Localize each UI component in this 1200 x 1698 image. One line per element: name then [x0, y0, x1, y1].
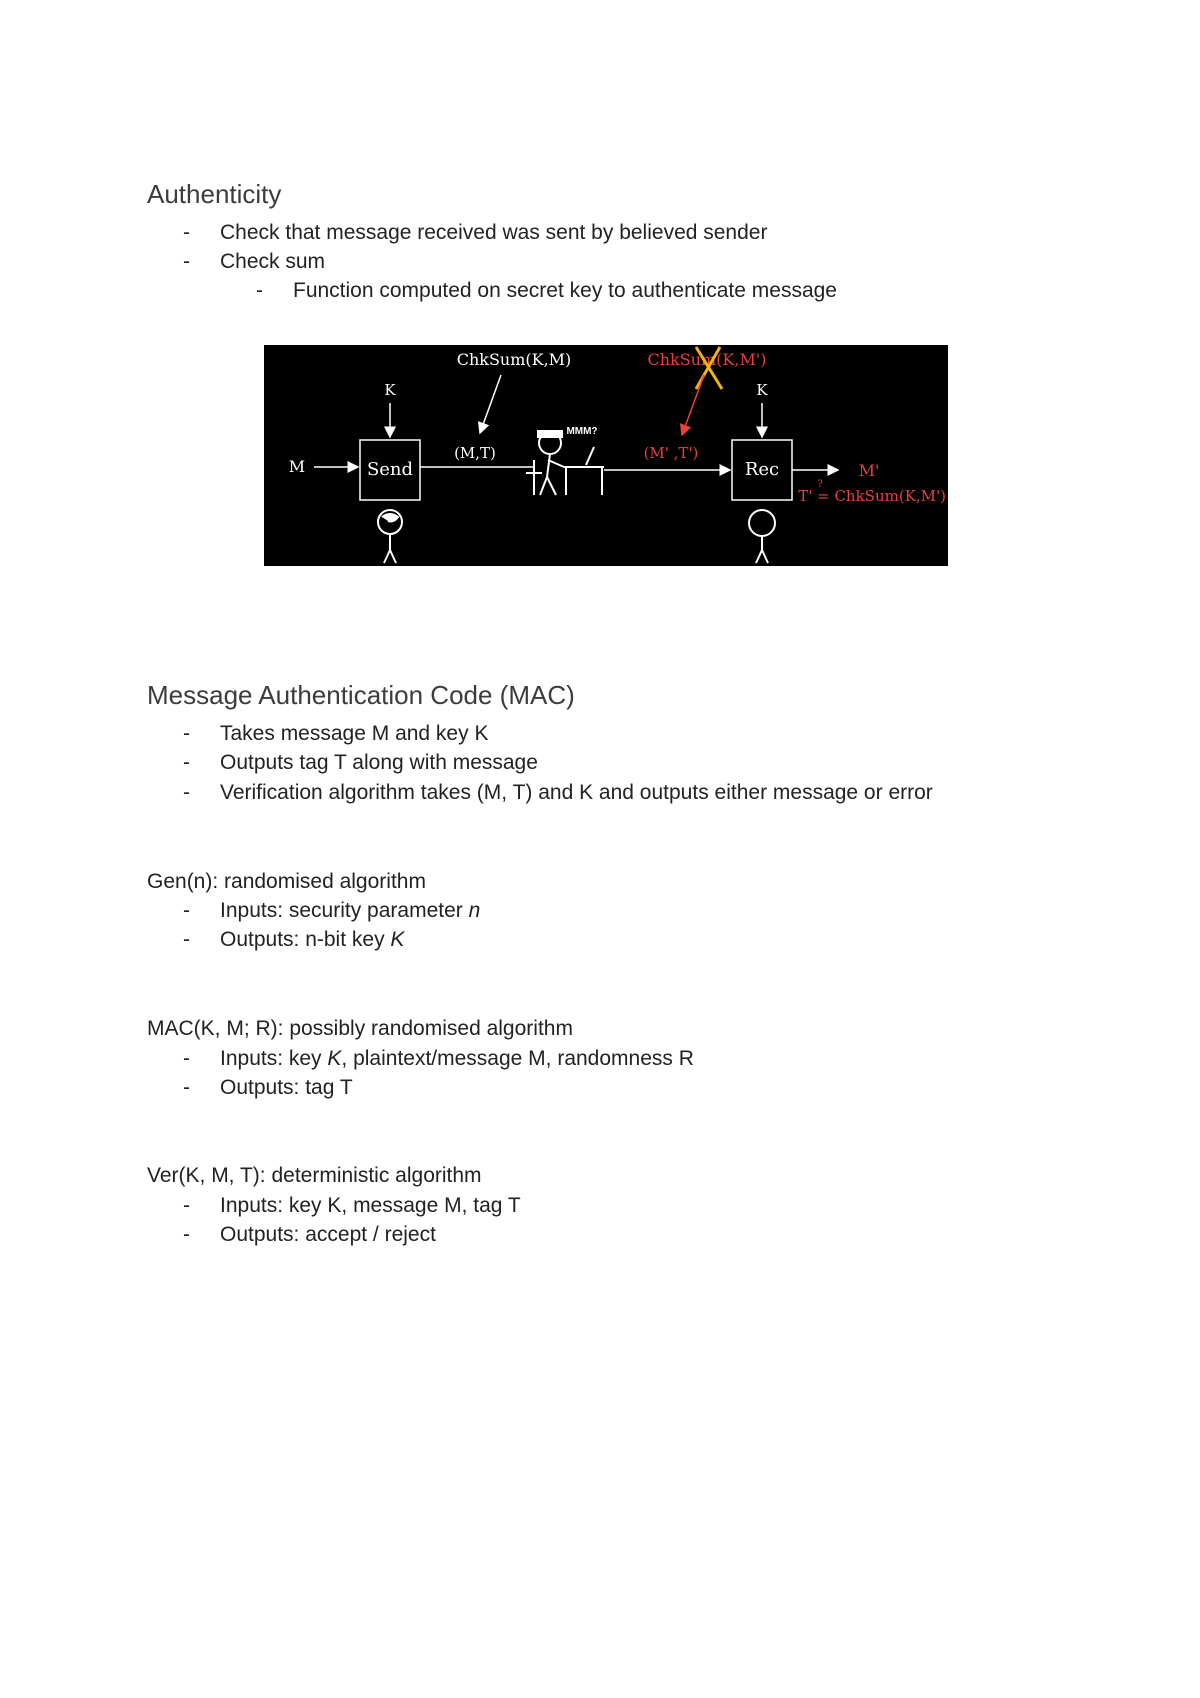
- bullet-text: Takes message M and key K: [220, 722, 489, 745]
- bullet-text: Outputs: tag T: [220, 1076, 353, 1099]
- bullet-text: Check that message received was sent by believed sender: [220, 221, 768, 244]
- mac-bullet-1: [183, 722, 489, 746]
- ver-inputs: [183, 1194, 521, 1218]
- bullet-dash: -: [183, 899, 190, 922]
- pair-received-label: (M' ,T'): [643, 444, 699, 462]
- adversary-speech-label: MMM?: [566, 426, 598, 437]
- bullet-variable: K: [390, 928, 405, 951]
- authenticity-bullet-1: [183, 221, 768, 245]
- ver-title: Ver(K, M, T): deterministic algorithm: [147, 1164, 482, 1187]
- bullet-text: Function computed on secret key to authenticate message: [293, 279, 837, 302]
- bullet-dash: -: [183, 250, 190, 273]
- mac-heading: Message Authentication Code (MAC): [147, 680, 575, 710]
- key-left-label: K: [384, 381, 396, 399]
- macfn-inputs: [183, 1047, 694, 1071]
- bullet-text: Inputs: key K, message M, tag T: [220, 1194, 521, 1217]
- authenticity-heading: Authenticity: [147, 179, 282, 209]
- gen-outputs: [183, 928, 405, 952]
- mac-bullet-3: [183, 781, 933, 805]
- bullet-text: Outputs: accept / reject: [220, 1223, 436, 1246]
- ver-outputs: [183, 1223, 436, 1247]
- bullet-variable: n: [468, 899, 481, 922]
- authenticity-bullet-2: [183, 250, 326, 274]
- bullet-dash: -: [183, 1047, 190, 1070]
- checksum-diagram-svg: [264, 345, 948, 566]
- bullet-dash: -: [183, 781, 190, 804]
- authenticity-sub-bullet-1: [256, 279, 837, 303]
- gen-title: Gen(n): randomised algorithm: [147, 870, 426, 893]
- adversary-figure-icon: [526, 431, 604, 495]
- bullet-dash: -: [183, 1076, 190, 1099]
- message-in-label: M: [288, 457, 306, 476]
- macfn-title: MAC(K, M; R): possibly randomised algorithm: [147, 1017, 573, 1040]
- bullet-dash: -: [183, 928, 190, 951]
- bullet-dash: -: [256, 279, 263, 302]
- verify-question-mark: ?: [817, 479, 823, 490]
- bullet-text: Outputs tag T along with message: [220, 751, 538, 774]
- chksum-adversary-arrow: [682, 375, 704, 435]
- pair-sent-label: (M,T): [454, 444, 496, 462]
- macfn-outputs: [183, 1076, 353, 1100]
- message-out-label: M': [858, 461, 880, 480]
- chksum-adversary-label: ChkSum(K,M'): [647, 350, 767, 369]
- bullet-dash: -: [183, 221, 190, 244]
- bullet-dash: -: [183, 1194, 190, 1217]
- bullet-text: Inputs: security parameter: [220, 899, 469, 922]
- chksum-sender-label: ChkSum(K,M): [456, 350, 572, 369]
- bullet-dash: -: [183, 751, 190, 774]
- bullet-dash: -: [183, 722, 190, 745]
- checksum-diagram: [264, 345, 948, 566]
- bullet-text-rest: , plaintext/message M, randomness R: [341, 1047, 694, 1070]
- key-right-label: K: [756, 381, 768, 399]
- bullet-dash: -: [183, 1223, 190, 1246]
- verify-equation-label: T' = ChkSum(K,M'): [798, 487, 946, 505]
- chksum-sender-arrow: [480, 375, 501, 433]
- rec-label: Rec: [744, 459, 780, 480]
- send-label: Send: [366, 459, 414, 480]
- bullet-text: Outputs: n-bit key: [220, 928, 391, 951]
- bullet-text: Check sum: [220, 250, 326, 273]
- sender-figure-icon: [378, 510, 402, 563]
- receiver-figure-icon: [749, 510, 775, 563]
- bullet-variable: K: [327, 1047, 342, 1070]
- mac-bullet-2: [183, 751, 538, 775]
- gen-inputs: [183, 899, 481, 923]
- bullet-text: Inputs: key: [220, 1047, 328, 1070]
- bullet-text: Verification algorithm takes (M, T) and K and outputs either message or error: [220, 781, 933, 804]
